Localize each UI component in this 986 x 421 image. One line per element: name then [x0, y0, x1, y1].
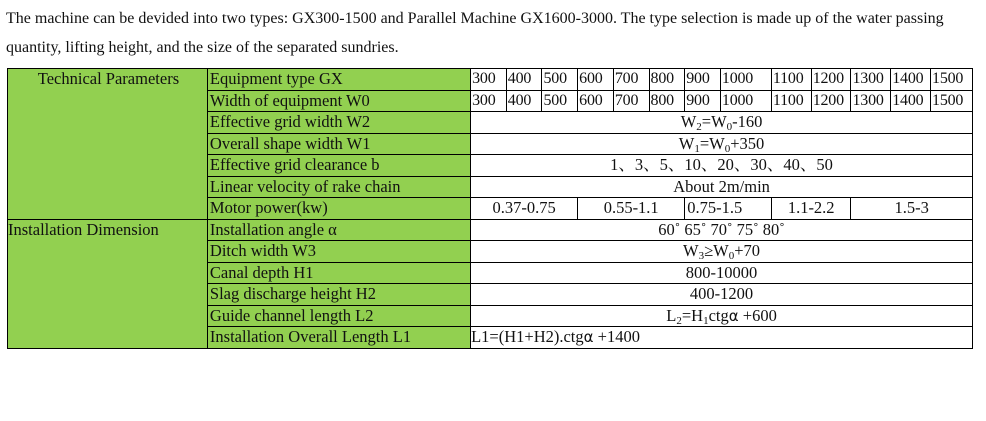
equipment-type-cell: 900 — [685, 69, 721, 91]
formula-subscript: 0 — [728, 250, 735, 262]
formula-w2 — [471, 112, 973, 134]
equipment-type-cell: 1000 — [720, 69, 771, 91]
width-w0-cell: 800 — [649, 90, 685, 112]
equipment-type-cell: 1400 — [891, 69, 931, 91]
formula-part: L — [666, 305, 677, 325]
label-grid-clearance: Effective grid clearance b — [207, 155, 470, 177]
formula-part: =H — [681, 305, 704, 325]
group-technical-parameters: Technical Parameters — [8, 69, 208, 220]
grid-clearance-values: 1、3、5、10、20、30、40、50 — [471, 155, 973, 177]
motor-power-cell: 0.55-1.1 — [578, 198, 685, 220]
width-w0-cell: 1000 — [720, 90, 771, 112]
formula-part: W — [678, 133, 695, 153]
formula-part: =W — [699, 133, 725, 153]
formula-part: +70 — [734, 241, 761, 260]
formula-part: +350 — [730, 133, 765, 153]
formula-part: W — [680, 112, 697, 131]
equipment-type-cell: 300 — [471, 69, 507, 91]
width-w0-cell: 400 — [506, 90, 542, 112]
label-canal-depth: Canal depth H1 — [207, 262, 470, 284]
intro-paragraph: The machine can be devided into two types: GX300-1500 and Parallel Machine GX1600-3000. The type selection is made up of the water passing quantity, lifting height, and the size of the separated sundries. — [6, 10, 944, 56]
width-w0-cell: 1300 — [851, 90, 891, 112]
motor-power-cell: 1.1-2.2 — [771, 198, 851, 220]
width-w0-cell: 500 — [542, 90, 578, 112]
formula-subscript: 3 — [698, 250, 705, 262]
formula-l1 — [471, 327, 973, 349]
canal-depth-value: 800-10000 — [471, 262, 973, 284]
formula-subscript: 0 — [724, 142, 731, 155]
formula-part: +1400 — [593, 327, 640, 346]
label-slag-height: Slag discharge height H2 — [207, 284, 470, 306]
row-equipment-type — [8, 69, 973, 91]
label-effective-grid-width: Effective grid width W2 — [207, 112, 470, 134]
width-w0-cell: 1100 — [771, 90, 811, 112]
label-overall-shape-width: Overall shape width W1 — [207, 133, 470, 155]
equipment-type-cell: 1200 — [811, 69, 851, 91]
spec-table — [7, 68, 973, 349]
label-installation-angle: Installation angle α — [207, 219, 470, 241]
formula-subscript: 2 — [696, 121, 702, 133]
width-w0-cell: 300 — [471, 90, 507, 112]
slag-height-value: 400-1200 — [471, 284, 973, 306]
row-installation-angle — [8, 219, 973, 241]
motor-power-cell: 0.75-1.5 — [685, 198, 772, 220]
equipment-type-cell: 500 — [542, 69, 578, 91]
formula-part: ≥W — [704, 241, 729, 260]
formula-part: =W — [701, 112, 727, 131]
label-motor-power: Motor power(kw) — [207, 198, 470, 220]
motor-power-cell: 0.37-0.75 — [471, 198, 578, 220]
formula-part: W — [683, 241, 699, 260]
formula-alpha-symbol: α — [728, 306, 739, 325]
label-equipment-type: Equipment type GX — [207, 69, 470, 91]
formula-subscript: 1 — [694, 142, 700, 155]
width-w0-cell: 900 — [685, 90, 721, 112]
installation-angle-values: 60˚ 65˚ 70˚ 75˚ 80˚ — [471, 219, 973, 241]
equipment-type-cell: 600 — [578, 69, 614, 91]
group-installation-dimension: Installation Dimension — [8, 219, 208, 348]
formula-w3 — [471, 241, 973, 263]
motor-power-cell: 1.5-3 — [851, 198, 973, 220]
equipment-type-cell: 800 — [649, 69, 685, 91]
equipment-type-cell: 1300 — [851, 69, 891, 91]
equipment-type-cell: 700 — [613, 69, 649, 91]
formula-part: +600 — [738, 305, 777, 325]
formula-l2 — [471, 305, 973, 327]
equipment-type-cell: 400 — [506, 69, 542, 91]
label-width-w0: Width of equipment W0 — [207, 90, 470, 112]
formula-alpha-symbol: α — [583, 328, 594, 346]
width-w0-cell: 600 — [578, 90, 614, 112]
label-ditch-width: Ditch width W3 — [207, 241, 470, 263]
equipment-type-cell: 1500 — [931, 69, 973, 91]
linear-velocity-value: About 2m/min — [471, 176, 973, 198]
formula-subscript: 1 — [703, 314, 709, 327]
formula-part: -160 — [732, 112, 763, 131]
formula-subscript: 2 — [676, 314, 682, 327]
width-w0-cell: 700 — [613, 90, 649, 112]
width-w0-cell: 1500 — [931, 90, 973, 112]
label-guide-channel: Guide channel length L2 — [207, 305, 470, 327]
label-linear-velocity: Linear velocity of rake chain — [207, 176, 470, 198]
formula-subscript: 0 — [726, 121, 733, 133]
equipment-type-cell: 1100 — [771, 69, 811, 91]
formula-part: L1=(H1+H2).ctg — [471, 327, 584, 346]
label-overall-length: Installation Overall Length L1 — [207, 327, 470, 349]
formula-part: ctg — [708, 305, 729, 325]
formula-w1 — [471, 133, 973, 155]
width-w0-cell: 1400 — [891, 90, 931, 112]
width-w0-cell: 1200 — [811, 90, 851, 112]
